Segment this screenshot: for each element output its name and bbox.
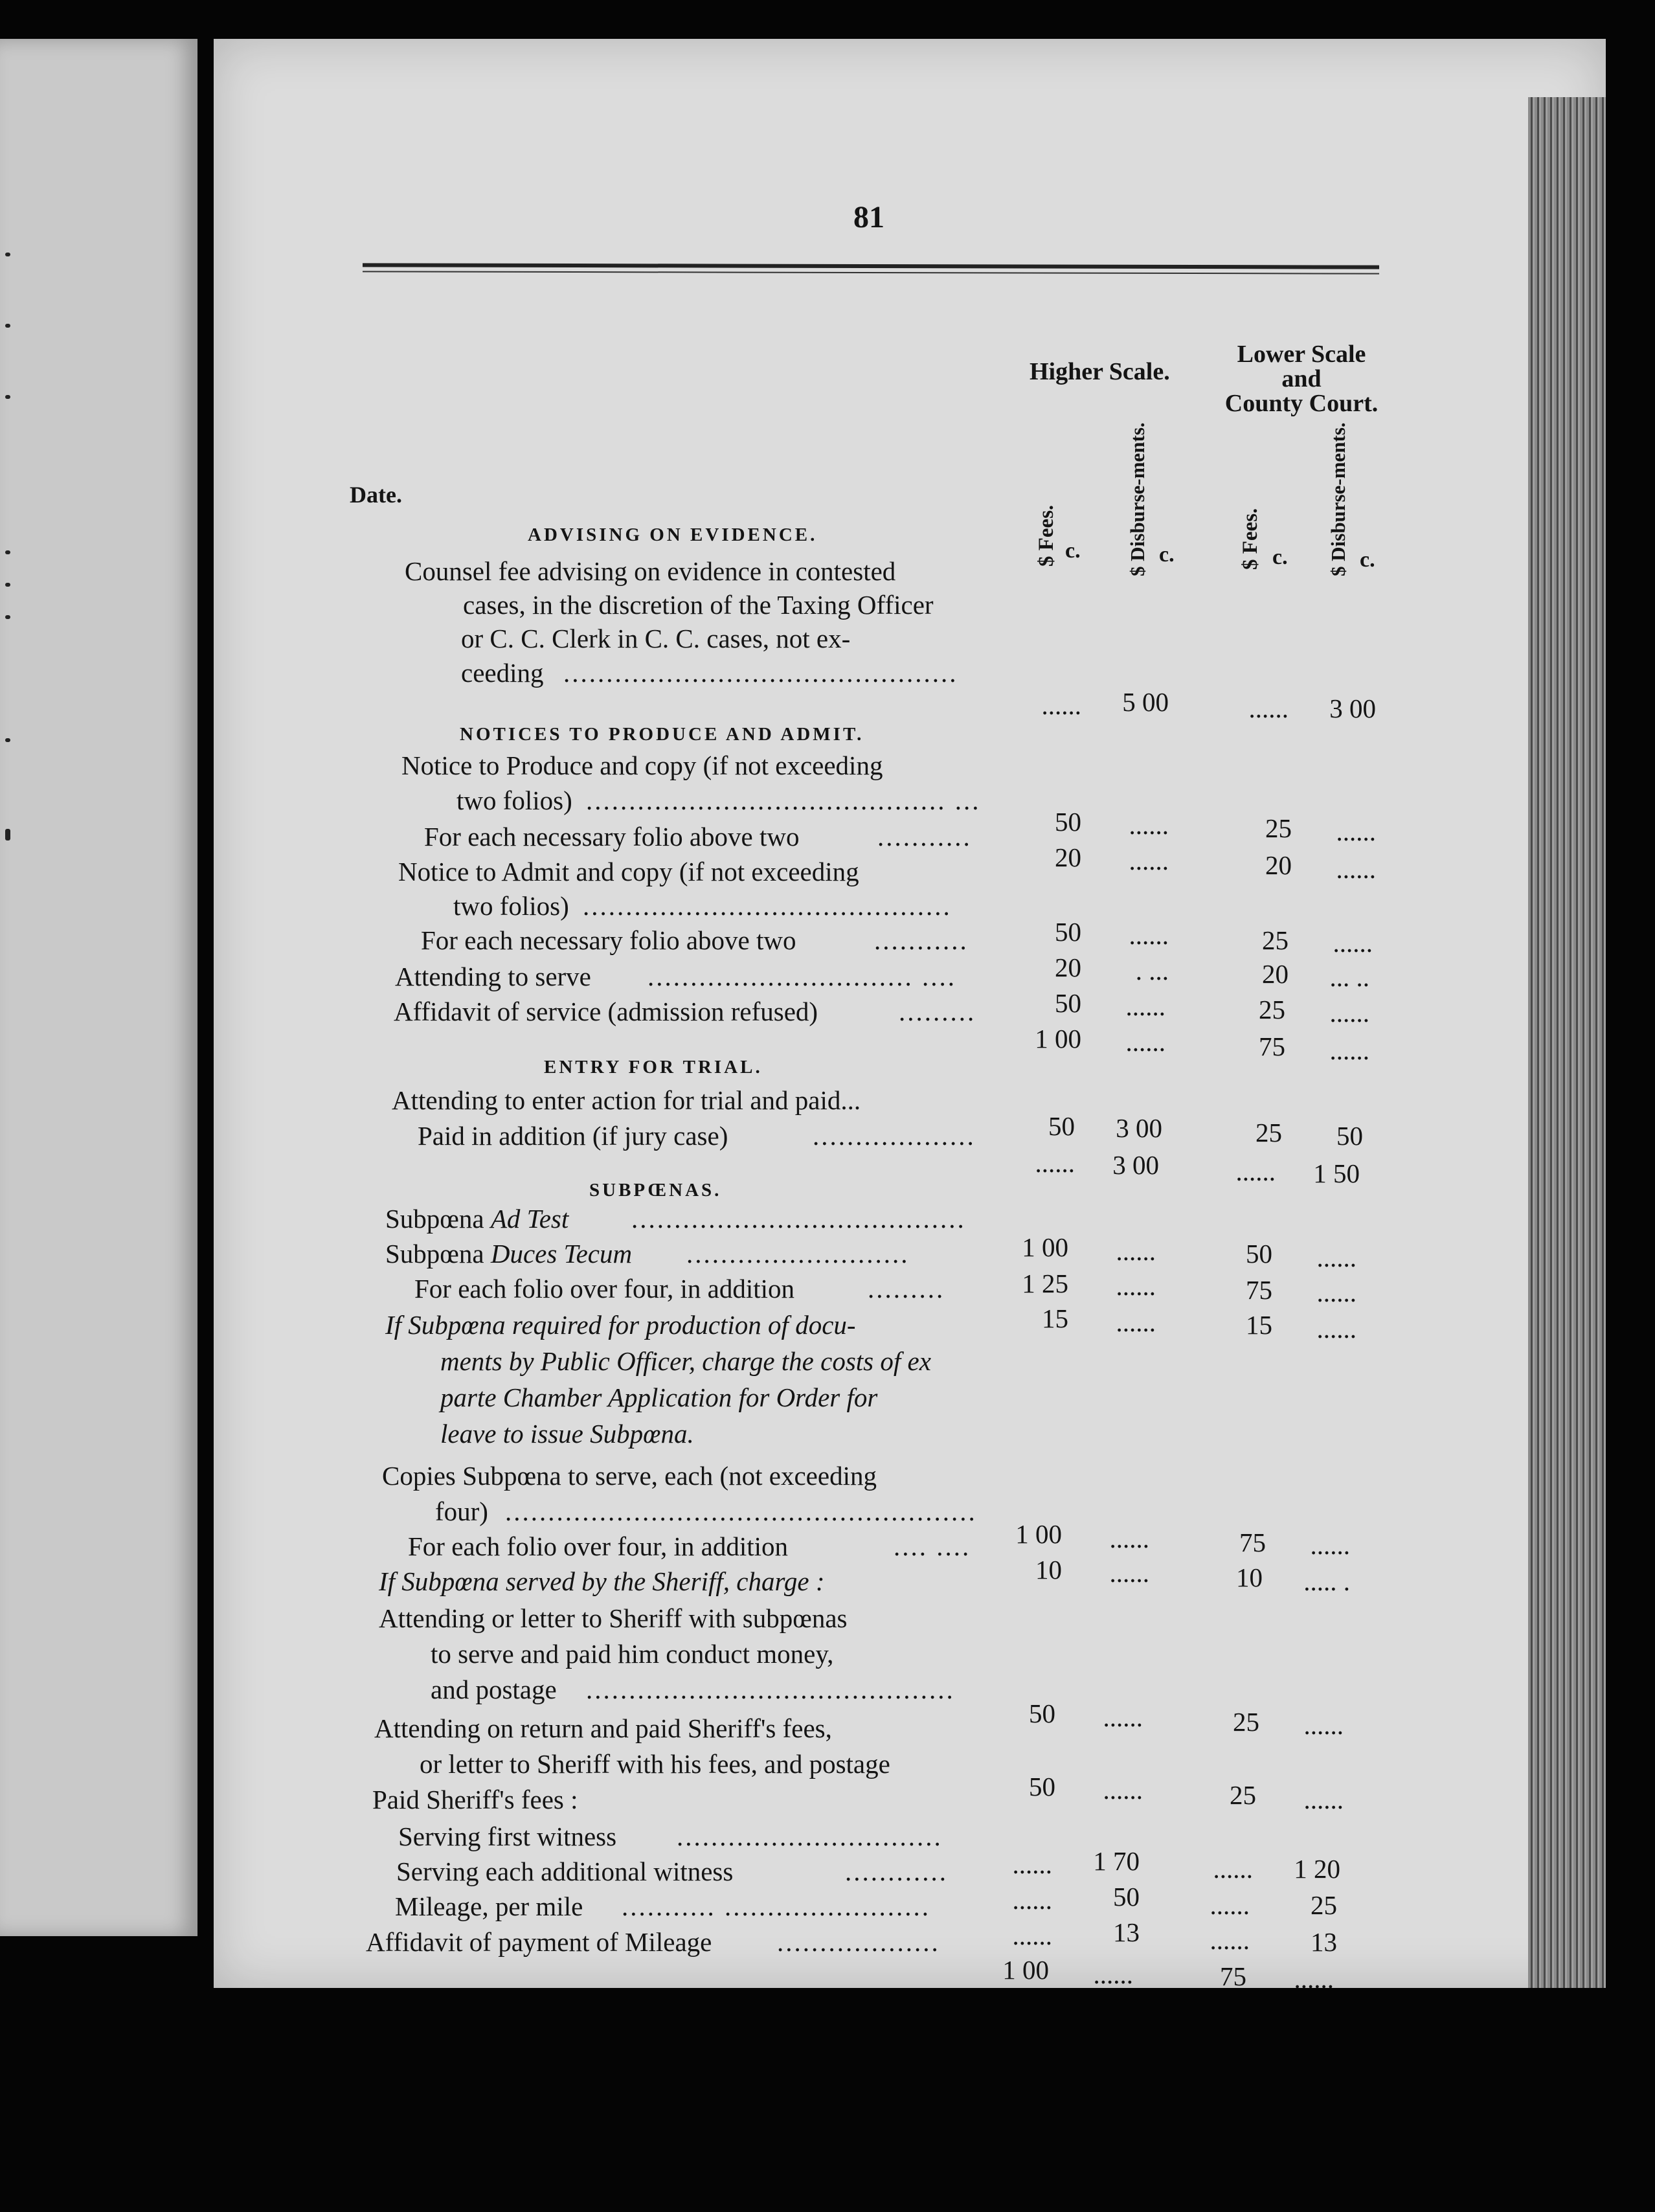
higher-fees-unit: c.: [1065, 539, 1081, 563]
value-cell: 1 00: [1022, 1232, 1068, 1262]
page-number: 81: [853, 200, 884, 234]
value-cell: ......: [1041, 690, 1081, 720]
text-line: to serve and paid him conduct money,: [431, 1639, 834, 1669]
value-cell: ..... .: [1303, 1566, 1350, 1596]
value-cell: 20: [1055, 953, 1081, 982]
value-cell: 3 00: [1112, 1150, 1159, 1180]
value-cell: 25: [1233, 1707, 1259, 1737]
text-line: If Subpœna served by the Sheriff, charge :: [379, 1566, 825, 1596]
value-cell: 50: [1048, 1111, 1075, 1141]
date-header: Date.: [350, 482, 402, 508]
text-line: Subpœna Ad Test: [385, 1204, 569, 1234]
text-line: For each necessary folio above two: [421, 925, 796, 955]
value-cell: . ...: [1135, 956, 1169, 986]
text-line: Mileage, per mile: [395, 1891, 583, 1921]
text-line: four): [435, 1496, 488, 1526]
lower-fees-header: $ Fees.: [1239, 508, 1262, 570]
text-line: ceeding: [461, 658, 544, 688]
value-cell: ......: [1035, 1148, 1075, 1178]
value-cell: 25: [1259, 995, 1285, 1024]
lower-scale-header: [1217, 342, 1386, 416]
text-line: Affidavit of service (admission refused): [394, 997, 818, 1026]
margin-mark: [5, 738, 10, 742]
text-line: or letter to Sheriff with his fees, and postage: [420, 1749, 890, 1779]
value-cell: ......: [1109, 1558, 1149, 1588]
value-cell: 25: [1311, 1890, 1337, 1920]
value-cell: ......: [1333, 928, 1373, 958]
margin-mark: [5, 395, 10, 399]
value-cell: 50: [1029, 1772, 1055, 1801]
value-cell: 10: [1035, 1555, 1062, 1585]
value-cell: ......: [1125, 1027, 1165, 1057]
text-line: Notice to Produce and copy (if not exceeding: [401, 751, 883, 780]
value-cell: ......: [1109, 1524, 1149, 1553]
value-cell: 75: [1239, 1528, 1266, 1557]
leader-dots: .......................................... ...: [586, 785, 981, 815]
value-cell: 1 20: [1294, 1854, 1340, 1884]
value-cell: ......: [1125, 991, 1165, 1021]
leader-dots: ...........................................: [586, 1675, 955, 1704]
value-cell: ......: [1103, 1775, 1143, 1805]
margin-mark: [5, 550, 10, 554]
text-line: ments by Public Officer, charge the costs of ex: [440, 1346, 931, 1376]
value-cell: 50: [1029, 1699, 1055, 1728]
value-cell: ......: [1116, 1307, 1156, 1337]
margin-mark: [5, 583, 10, 587]
value-cell: 50: [1246, 1239, 1272, 1269]
value-cell: 15: [1246, 1310, 1272, 1340]
text-line: Paid in addition (if jury case): [418, 1121, 728, 1151]
value-cell: ......: [1012, 1921, 1052, 1950]
section-notices: NOTICES TO PRODUCE AND ADMIT.: [460, 724, 864, 745]
text-line: Copies Subpœna to serve, each (not exceeding: [382, 1461, 877, 1491]
value-cell: 75: [1259, 1032, 1285, 1061]
value-cell: ......: [1310, 1530, 1350, 1560]
value-cell: ......: [1129, 810, 1169, 840]
lower-fees-unit: c.: [1272, 545, 1288, 569]
value-cell: ......: [1303, 1710, 1344, 1740]
leader-dots: ..........................: [686, 1239, 910, 1269]
value-cell: ......: [1129, 846, 1169, 875]
value-cell: ......: [1316, 1314, 1357, 1344]
value-cell: 5 00: [1122, 687, 1169, 717]
value-cell: 50: [1055, 807, 1081, 837]
text-line: For each necessary folio above two: [424, 822, 800, 852]
value-cell: 1 00: [1015, 1519, 1062, 1549]
leader-dots: ............................... ....: [647, 962, 956, 991]
value-cell: 1 00: [1035, 1024, 1081, 1054]
value-cell: ......: [1235, 1157, 1276, 1186]
value-cell: ......: [1248, 694, 1289, 723]
leader-dots: ........... ........................: [622, 1891, 930, 1921]
lower-disb-unit: c.: [1360, 548, 1375, 572]
text-line: cases, in the discretion of the Taxing Officer: [463, 590, 934, 620]
value-cell: ......: [1012, 1849, 1052, 1879]
text-line: Affidavit of payment of Mileage: [366, 1927, 712, 1957]
text-line: leave to issue Subpœna.: [440, 1419, 694, 1449]
margin-mark: [5, 324, 10, 328]
text-line: Serving first witness: [398, 1822, 617, 1851]
text-line: parte Chamber Application for Order for: [440, 1382, 878, 1412]
leader-dots: ...................: [777, 1927, 940, 1957]
leader-dots: .......................................: [631, 1204, 966, 1234]
higher-disb-header: $ Disburse-ments.: [1126, 422, 1149, 576]
leader-dots: ..............................................: [563, 658, 958, 688]
lower-scale-line-1: Lower Scale: [1237, 341, 1366, 368]
value-cell: 1 00: [1002, 1955, 1049, 1985]
leader-dots: ...........: [874, 925, 969, 955]
page-edge: [1528, 97, 1606, 1988]
left-page: [0, 39, 197, 1936]
leader-dots: .........: [868, 1274, 945, 1304]
value-cell: 20: [1262, 959, 1289, 989]
higher-fees-header: $ Fees.: [1035, 504, 1058, 567]
leader-dots: .... ....: [894, 1531, 971, 1561]
value-cell: ......: [1329, 1035, 1369, 1065]
leader-dots: ............: [845, 1857, 948, 1886]
text-line: For each folio over four, in addition: [414, 1274, 795, 1304]
higher-disb-unit: c.: [1159, 543, 1175, 567]
value-cell: ......: [1103, 1702, 1143, 1732]
text-line: or C. C. Clerk in C. C. cases, not ex-: [461, 624, 851, 653]
value-cell: 3 00: [1116, 1113, 1162, 1143]
text-line: If Subpœna required for production of docu-: [385, 1310, 856, 1340]
text-line: Serving each additional witness: [396, 1857, 734, 1886]
value-cell: ......: [1116, 1236, 1156, 1266]
value-cell: 20: [1055, 842, 1081, 872]
text-line: Attending or letter to Sheriff with subpœnas: [379, 1603, 848, 1633]
section-subpoenas: SUBPŒNAS.: [589, 1180, 722, 1201]
section-entry: ENTRY FOR TRIAL.: [544, 1057, 763, 1078]
value-cell: 13: [1113, 1917, 1140, 1947]
lower-scale-line-2: and: [1281, 365, 1322, 392]
margin-mark: [5, 615, 10, 619]
lower-disb-header: $ Disburse-ments.: [1327, 422, 1349, 576]
value-cell: ......: [1316, 1278, 1357, 1307]
value-cell: 3 00: [1329, 694, 1376, 723]
text-line: Subpœna Duces Tecum: [385, 1239, 633, 1269]
leader-dots: ...........................................: [583, 891, 952, 921]
value-cell: ......: [1329, 998, 1369, 1028]
value-cell: 1 70: [1093, 1846, 1140, 1876]
margin-mark: [5, 829, 10, 841]
text-line: two folios): [453, 891, 569, 921]
value-cell: ......: [1303, 1785, 1344, 1814]
value-cell: 25: [1262, 925, 1289, 955]
value-cell: ......: [1012, 1885, 1052, 1915]
text-line: For each folio over four, in addition: [408, 1531, 789, 1561]
text-line: Counsel fee advising on evidence in contested: [405, 556, 896, 586]
value-cell: 50: [1336, 1121, 1363, 1151]
leader-dots: ...............................: [677, 1822, 943, 1851]
text-line: Paid Sheriff's fees :: [372, 1785, 578, 1814]
leader-dots: .........: [899, 997, 976, 1026]
value-cell: ......: [1336, 854, 1376, 884]
leader-dots: .......................................................: [505, 1496, 977, 1526]
value-cell: 15: [1042, 1304, 1068, 1333]
value-cell: 1 25: [1022, 1269, 1068, 1298]
value-cell: 75: [1220, 1961, 1246, 1991]
value-cell: ......: [1093, 1959, 1133, 1989]
value-cell: ......: [1210, 1925, 1250, 1955]
text-line: Attending on return and paid Sheriff's fees,: [374, 1713, 832, 1743]
value-cell: ......: [1129, 920, 1169, 950]
value-cell: 50: [1055, 988, 1081, 1018]
value-cell: 75: [1246, 1275, 1272, 1305]
value-cell: ......: [1316, 1243, 1357, 1272]
leader-dots: ...................: [813, 1121, 976, 1151]
leader-dots: ...........: [877, 822, 972, 852]
value-cell: 50: [1055, 917, 1081, 947]
value-cell: 25: [1265, 813, 1292, 843]
value-cell: 1 50: [1313, 1158, 1360, 1188]
value-cell: 10: [1236, 1563, 1263, 1592]
value-cell: ... ..: [1329, 962, 1369, 992]
value-cell: 25: [1255, 1118, 1282, 1147]
text-line: and postage: [431, 1675, 557, 1704]
lower-scale-line-3: County Court.: [1224, 390, 1379, 417]
text-line: two folios): [456, 785, 572, 815]
value-cell: ......: [1294, 1964, 1334, 1994]
value-cell: ......: [1210, 1890, 1250, 1920]
value-cell: 25: [1230, 1780, 1256, 1810]
value-cell: 20: [1265, 850, 1292, 880]
text-line: Notice to Admit and copy (if not exceeding: [398, 857, 859, 886]
value-cell: 50: [1113, 1882, 1140, 1912]
value-cell: ......: [1336, 817, 1376, 846]
margin-mark: [5, 253, 10, 256]
text-line: Attending to enter action for trial and paid...: [392, 1085, 861, 1115]
value-cell: ......: [1116, 1271, 1156, 1301]
section-advising: ADVISING ON EVIDENCE.: [528, 525, 818, 545]
value-cell: ......: [1213, 1854, 1253, 1884]
text-line: Attending to serve: [395, 962, 591, 991]
value-cell: 13: [1311, 1927, 1337, 1957]
higher-scale-header: Higher Scale.: [1030, 358, 1170, 385]
